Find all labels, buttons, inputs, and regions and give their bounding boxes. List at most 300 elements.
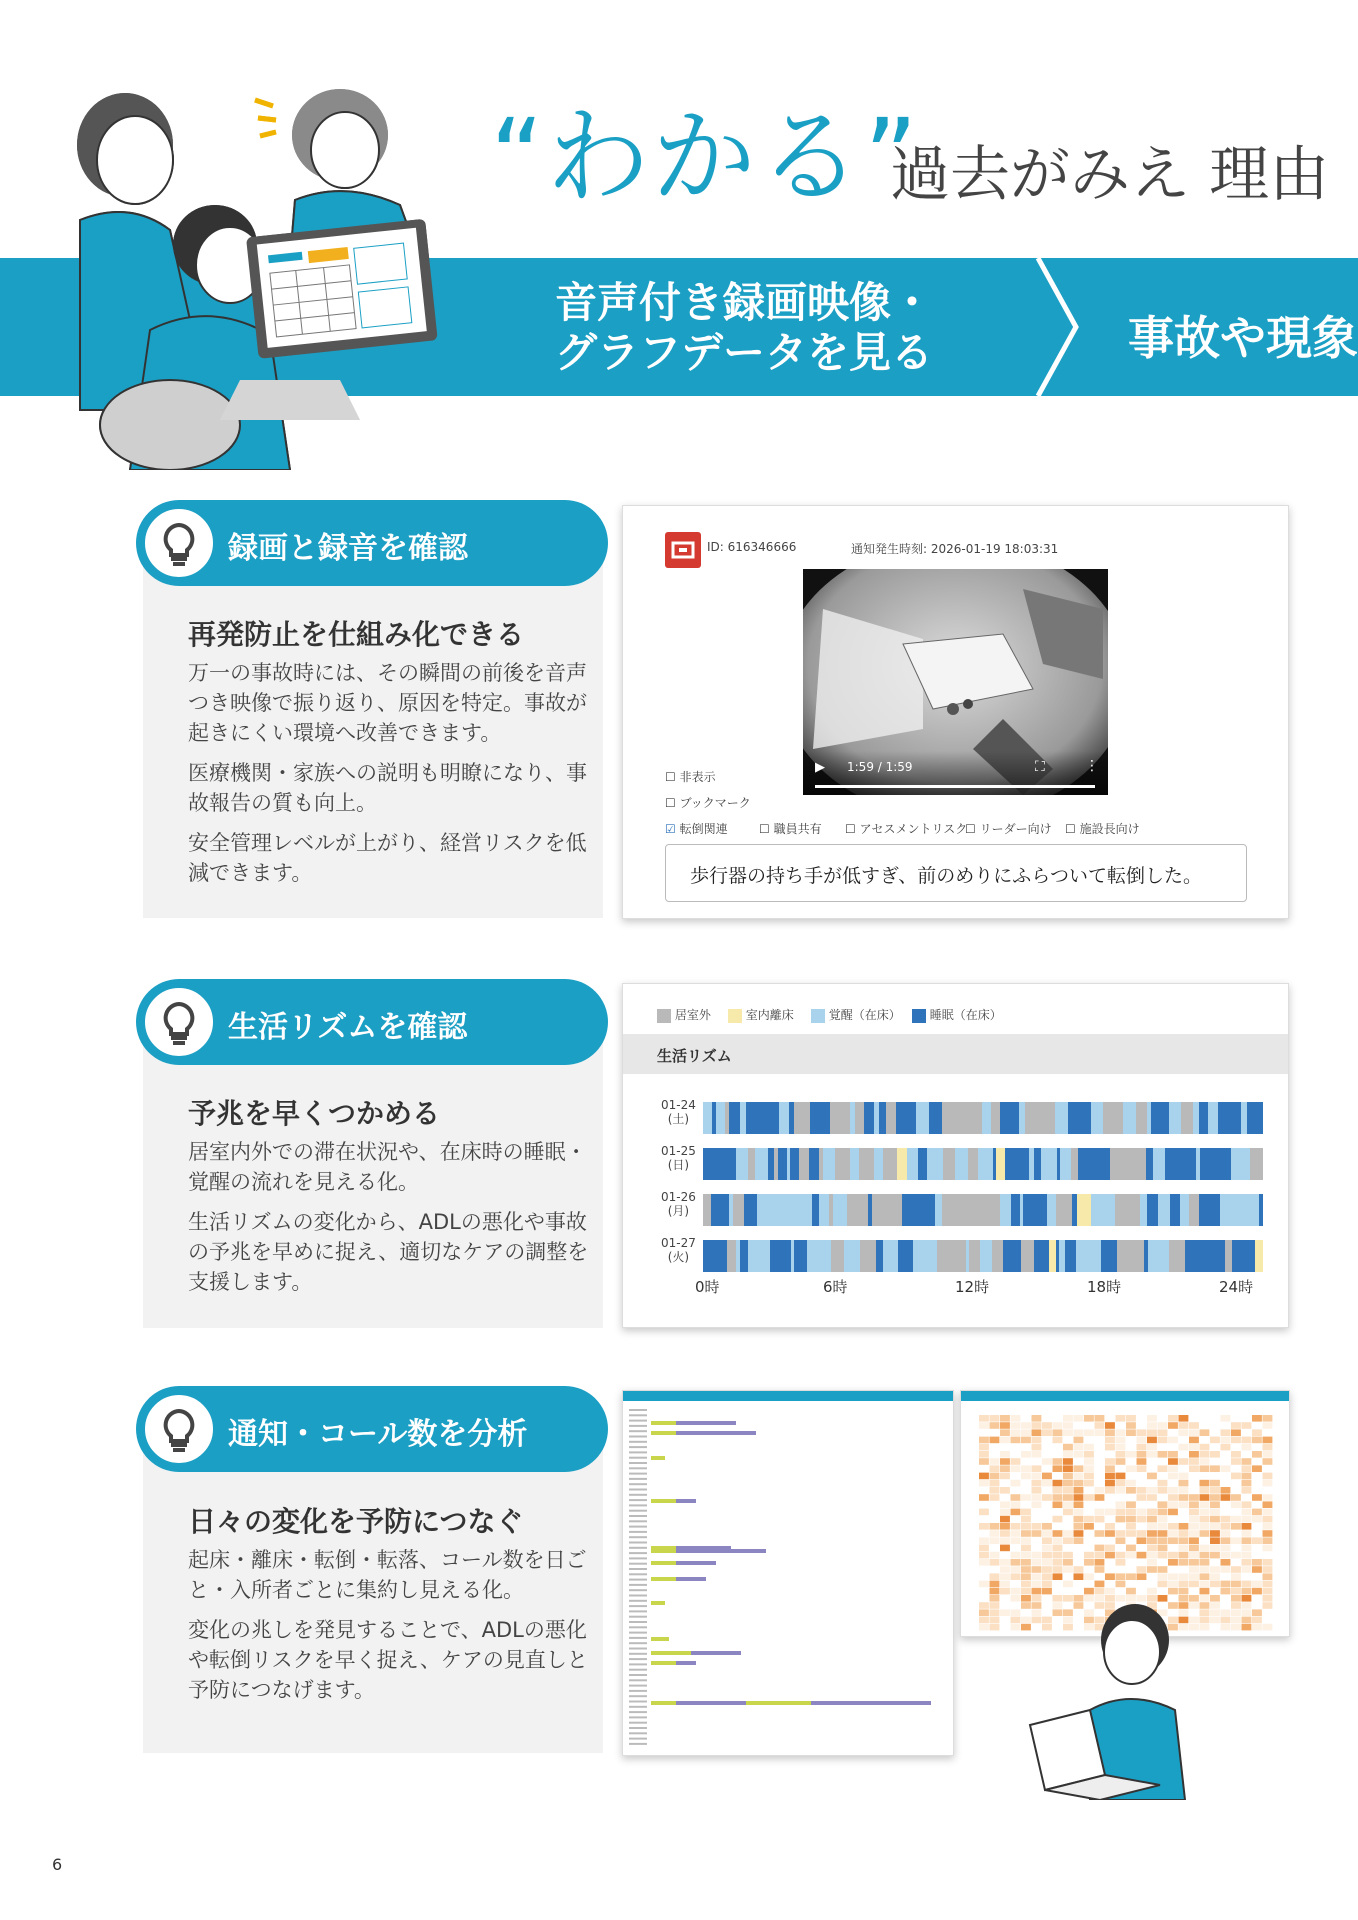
row-label: [629, 1414, 647, 1416]
heatmap-cell: [1200, 1422, 1210, 1429]
heatmap-cell: [1126, 1588, 1136, 1595]
heatmap-cell: [1126, 1437, 1136, 1444]
heatmap-cell: [1042, 1509, 1052, 1516]
heatmap-cell: [1084, 1415, 1094, 1422]
rhythm-segment: [978, 1148, 993, 1180]
heatmap-cell: [1116, 1573, 1126, 1580]
chevron-right-icon: [1030, 258, 1090, 396]
heatmap-cell: [1147, 1501, 1157, 1508]
rhythm-segment: [729, 1102, 740, 1134]
heatmap-cell: [1263, 1437, 1273, 1444]
heatmap-cell: [1116, 1480, 1126, 1487]
paragraph: 変化の兆しを発見することで、ADLの悪化や転倒リスクを早く捉え、ケアの見直しと予防につなげます。: [188, 1618, 588, 1702]
heatmap-cell: [1063, 1566, 1073, 1573]
heatmap-cell: [1221, 1537, 1231, 1544]
heatmap-cell: [1221, 1451, 1231, 1458]
row-label: [629, 1653, 647, 1655]
checkbox-hide[interactable]: ☐ 非表示: [665, 770, 716, 784]
rhythm-segment: [1169, 1102, 1181, 1134]
heatmap-cell: [1074, 1545, 1084, 1552]
heatmap-cell: [1147, 1566, 1157, 1573]
heatmap-cell: [1242, 1537, 1252, 1544]
heatmap-cell: [1137, 1530, 1147, 1537]
heatmap-cell: [1242, 1559, 1252, 1566]
heatmap-cell: [990, 1429, 1000, 1436]
heatmap-cell: [1210, 1530, 1220, 1537]
heatmap-cell: [1210, 1487, 1220, 1494]
rhythm-segment: [1173, 1194, 1177, 1226]
heatmap-cell: [1168, 1415, 1178, 1422]
heatmap-cell: [1168, 1501, 1178, 1508]
heatmap-cell: [990, 1480, 1000, 1487]
rhythm-segment: [746, 1102, 758, 1134]
row-label: [629, 1552, 647, 1554]
heatmap-cell: [990, 1545, 1000, 1552]
heatmap-cell: [1021, 1552, 1031, 1559]
heatmap-cell: [1053, 1566, 1063, 1573]
heatmap-cell: [1158, 1573, 1168, 1580]
rhythm-segment: [823, 1148, 835, 1180]
heatmap-cell: [1053, 1487, 1063, 1494]
paragraph: 安全管理レベルが上がり、経営リスクを低減できます。: [188, 831, 587, 885]
heatmap-cell: [1095, 1473, 1105, 1480]
rhythm-segment: [703, 1240, 716, 1272]
heatmap-cell: [979, 1487, 989, 1494]
heatmap-cell: [1032, 1537, 1042, 1544]
heatmap-cell: [1252, 1595, 1262, 1602]
heatmap-cell: [1074, 1566, 1084, 1573]
rhythm-segment: [1057, 1148, 1060, 1180]
heatmap-cell: [1105, 1588, 1115, 1595]
heatmap-cell: [1263, 1422, 1273, 1429]
rhythm-segment: [766, 1240, 770, 1272]
heatmap-cell: [1200, 1559, 1210, 1566]
heatmap-cell: [1126, 1473, 1136, 1480]
row-label: [629, 1716, 647, 1718]
heatmap-cell: [1000, 1458, 1010, 1465]
heatmap-cell: [1053, 1473, 1063, 1480]
rhythm-segment: [831, 1240, 844, 1272]
heatmap-cell: [1231, 1422, 1241, 1429]
heatmap-cell: [1011, 1545, 1021, 1552]
checkbox-staff-share[interactable]: ☐ 職員共有: [759, 822, 822, 836]
heatmap-cell: [1105, 1581, 1115, 1588]
heatmap-cell: [1032, 1588, 1042, 1595]
heatmap-cell: [1126, 1581, 1136, 1588]
pill-label-recording: 録画と録音を確認: [228, 531, 468, 566]
comment-field[interactable]: [665, 844, 1247, 902]
checkbox-fall[interactable]: ☑ 転倒関連: [665, 822, 728, 836]
heatmap-cell: [1000, 1444, 1010, 1451]
heatmap-cell: [1032, 1559, 1042, 1566]
rhythm-segment: [1003, 1240, 1017, 1272]
heatmap-cell: [1231, 1595, 1241, 1602]
heatmap-cell: [1084, 1573, 1094, 1580]
heatmap-cell: [1263, 1537, 1273, 1544]
heatmap-cell: [1210, 1458, 1220, 1465]
heatmap-cell: [1011, 1494, 1021, 1501]
heatmap-cell: [1221, 1501, 1231, 1508]
heatmap-cell: [1137, 1581, 1147, 1588]
heatmap-cell: [1168, 1437, 1178, 1444]
heatmap-cell: [990, 1415, 1000, 1422]
heatmap-cell: [1105, 1480, 1115, 1487]
heatmap-cell: [1084, 1487, 1094, 1494]
heatmap-cell: [1021, 1437, 1031, 1444]
heatmap-cell: [1063, 1473, 1073, 1480]
row-label: [629, 1589, 647, 1591]
heatmap-cell: [1095, 1537, 1105, 1544]
row-label: [629, 1669, 647, 1671]
rhythm-segment: [796, 1194, 812, 1226]
heatmap-cell: [1189, 1444, 1199, 1451]
video-controls: [803, 751, 1108, 795]
row-label: [629, 1531, 647, 1533]
heatmap-cell: [1137, 1415, 1147, 1422]
heatmap-cell: [1231, 1624, 1241, 1631]
heatmap-cell: [1147, 1458, 1157, 1465]
heatmap-cell: [1011, 1509, 1021, 1516]
bar-segment: [651, 1577, 676, 1581]
heatmap-cell: [1000, 1451, 1010, 1458]
rhythm-segment: [1023, 1194, 1032, 1226]
row-label: [629, 1420, 647, 1422]
heatmap-cell: [1137, 1429, 1147, 1436]
rhythm-segment: [872, 1194, 880, 1226]
heatmap-cell: [1231, 1523, 1241, 1530]
heatmap-cell: [1042, 1545, 1052, 1552]
heatmap-cell: [1126, 1422, 1136, 1429]
heatmap-cell: [1242, 1473, 1252, 1480]
heatmap-cell: [1095, 1451, 1105, 1458]
rhythm-segment: [830, 1102, 838, 1134]
heatmap-cell: [1231, 1473, 1241, 1480]
row-label: [629, 1430, 647, 1432]
heatmap-cell: [1168, 1494, 1178, 1501]
heatmap-cell: [1179, 1509, 1189, 1516]
rhythm-segment: [772, 1194, 786, 1226]
legend-label: 室内離床: [745, 1008, 794, 1022]
heatmap-cell: [1189, 1523, 1199, 1530]
row-label: [629, 1722, 647, 1724]
heatmap-cell: [1221, 1559, 1231, 1566]
heatmap-cell: [1021, 1487, 1031, 1494]
legend-swatch: [811, 1009, 825, 1023]
rhythm-segment: [739, 1148, 748, 1180]
more-options-icon[interactable]: ⋮: [1085, 758, 1099, 774]
rhythm-segment: [1059, 1240, 1065, 1272]
heatmap-cell: [1263, 1530, 1273, 1537]
heatmap-cell: [1147, 1588, 1157, 1595]
row-label: [629, 1409, 647, 1411]
heatmap-cell: [1242, 1444, 1252, 1451]
row-label: [629, 1690, 647, 1692]
heatmap-cell: [1137, 1509, 1147, 1516]
rhythm-segment: [733, 1194, 744, 1226]
row-label: [629, 1536, 647, 1538]
heatmap-cell: [1074, 1581, 1084, 1588]
heatmap-cell: [1084, 1588, 1094, 1595]
heatmap-cell: [1252, 1609, 1262, 1616]
checkbox-director[interactable]: ☐ 施設長向け: [1065, 822, 1140, 836]
heatmap-cell: [1116, 1530, 1126, 1537]
play-icon[interactable]: ▶: [815, 760, 825, 775]
section-body-analysis: [188, 1545, 598, 1715]
heatmap-cell: [1231, 1444, 1241, 1451]
rhythm-segment: [1236, 1194, 1251, 1226]
heatmap-cell: [1126, 1537, 1136, 1544]
checkbox-leader[interactable]: ☐ リーダー向け: [965, 822, 1052, 836]
heatmap-cell: [1042, 1415, 1052, 1422]
heatmap-cell: [1116, 1523, 1126, 1530]
pill-label-analysis: 通知・コール数を分析: [228, 1417, 528, 1452]
call-count-bar-screen: [622, 1390, 954, 1756]
heatmap-cell: [1189, 1501, 1199, 1508]
heatmap-cell: [1042, 1573, 1052, 1580]
rhythm-segment: [1046, 1240, 1049, 1272]
paragraph: 医療機関・家族への説明も明瞭になり、事故報告の質も向上。: [188, 761, 587, 815]
rhythm-segment: [1255, 1240, 1263, 1272]
heatmap-cell: [1126, 1566, 1136, 1573]
rhythm-segment: [1017, 1240, 1021, 1272]
rhythm-segment: [1056, 1194, 1072, 1226]
heatmap-cell: [1074, 1458, 1084, 1465]
row-label: [629, 1499, 647, 1501]
heatmap-cell: [1221, 1617, 1231, 1624]
legend-swatch: [657, 1009, 671, 1023]
heatmap-cell: [1000, 1530, 1010, 1537]
rhythm-segment: [968, 1148, 978, 1180]
heatmap-cell: [1063, 1444, 1073, 1451]
section-heading-rhythm: 予兆を早くつかめる: [188, 1097, 441, 1130]
heatmap-cell: [1126, 1509, 1136, 1516]
video-player[interactable]: [803, 569, 1108, 795]
row-label: [629, 1573, 647, 1575]
rhythm-segment: [744, 1194, 750, 1226]
heatmap-cell: [1221, 1465, 1231, 1472]
heatmap-cell: [1252, 1617, 1262, 1624]
row-label: [629, 1727, 647, 1729]
heatmap-cell: [1000, 1573, 1010, 1580]
rhythm-segment: [986, 1240, 992, 1272]
heatmap-cell: [1063, 1530, 1073, 1537]
heatmap-cell: [1200, 1595, 1210, 1602]
heatmap-cell: [1242, 1509, 1252, 1516]
heatmap-cell: [1032, 1530, 1042, 1537]
rhythm-segment: [1055, 1102, 1068, 1134]
heatmap-cell: [1095, 1509, 1105, 1516]
video-progress-bar[interactable]: [815, 785, 1095, 788]
rhythm-segment: [1232, 1102, 1241, 1134]
rhythm-segment: [1244, 1148, 1250, 1180]
rhythm-segment: [1110, 1148, 1125, 1180]
heatmap-cell: [1032, 1581, 1042, 1588]
rhythm-segment: [1086, 1240, 1089, 1272]
rhythm-segment: [1078, 1148, 1089, 1180]
day-dow: (月): [667, 1204, 690, 1218]
rhythm-segment: [1148, 1240, 1158, 1272]
heatmap-cell: [1000, 1609, 1010, 1616]
rhythm-segment: [819, 1240, 822, 1272]
heatmap-cell: [1179, 1537, 1189, 1544]
row-label: [629, 1504, 647, 1506]
heatmap-cell: [1242, 1465, 1252, 1472]
heatmap-cell: [1084, 1501, 1094, 1508]
heatmap-cell: [1074, 1451, 1084, 1458]
rhythm-segment: [1118, 1194, 1129, 1226]
heatmap-cell: [1053, 1480, 1063, 1487]
row-label: [629, 1637, 647, 1639]
heatmap-cell: [1179, 1523, 1189, 1530]
illustration-overlay: [40, 80, 480, 470]
heatmap-cell: [1158, 1501, 1168, 1508]
heatmap-cell: [1252, 1451, 1262, 1458]
rhythm-segment: [712, 1102, 716, 1134]
heatmap-cell: [1021, 1429, 1031, 1436]
heatmap-cell: [1063, 1523, 1073, 1530]
heatmap-cell: [1084, 1451, 1094, 1458]
heatmap-cell: [1011, 1429, 1021, 1436]
heatmap-cell: [1252, 1465, 1262, 1472]
heatmap-cell: [1168, 1509, 1178, 1516]
heatmap-cell: [1000, 1617, 1010, 1624]
heatmap-cell: [1011, 1465, 1021, 1472]
rhythm-segment: [944, 1240, 948, 1272]
heatmap-cell: [1158, 1451, 1168, 1458]
heatmap-cell: [1000, 1559, 1010, 1566]
rhythm-segment: [729, 1194, 733, 1226]
heatmap-cell: [1252, 1566, 1262, 1573]
row-label: [629, 1706, 647, 1708]
heatmap-cell: [1189, 1516, 1199, 1523]
day-label: [661, 1236, 696, 1264]
row-label: [629, 1451, 647, 1453]
rhythm-segment: [942, 1194, 956, 1226]
heatmap-cell: [1168, 1559, 1178, 1566]
heatmap-cell: [1263, 1609, 1273, 1616]
legend-item-sleep: [912, 1008, 1002, 1022]
heatmap-cell: [1084, 1480, 1094, 1487]
rhythm-segment: [1011, 1194, 1020, 1226]
rhythm-segment: [1103, 1102, 1109, 1134]
rhythm-segment: [1225, 1240, 1232, 1272]
heatmap-cell: [1168, 1566, 1178, 1573]
heatmap-cell: [1032, 1465, 1042, 1472]
heatmap-cell: [1158, 1559, 1168, 1566]
heatmap-cell: [1189, 1473, 1199, 1480]
bar-segment: [651, 1661, 676, 1665]
fullscreen-icon[interactable]: ⛶: [1035, 759, 1045, 775]
heatmap-cell: [1074, 1429, 1084, 1436]
rhythm-segment: [1025, 1102, 1040, 1134]
call-count-bars: [623, 1401, 953, 1755]
heatmap-cell: [1105, 1437, 1115, 1444]
heatmap-cell: [990, 1595, 1000, 1602]
heatmap-cell: [1053, 1552, 1063, 1559]
checkbox-bookmark[interactable]: ☐ ブックマーク: [665, 796, 751, 810]
heatmap-cell: [1000, 1494, 1010, 1501]
heatmap-cell: [1147, 1523, 1157, 1530]
heatmap-cell: [1263, 1595, 1273, 1602]
rhythm-segment: [1147, 1102, 1151, 1134]
rhythm-segment: [789, 1102, 794, 1134]
heatmap-cell: [990, 1473, 1000, 1480]
rhythm-segment: [1204, 1102, 1208, 1134]
rhythm-segment: [711, 1194, 725, 1226]
heatmap-cell: [1231, 1429, 1241, 1436]
rhythm-segment: [984, 1194, 990, 1226]
heatmap-cell: [979, 1494, 989, 1501]
rhythm-segment: [913, 1240, 921, 1272]
heatmap-cell: [1000, 1422, 1010, 1429]
heatmap-cell: [1263, 1451, 1273, 1458]
heatmap-cell: [1032, 1451, 1042, 1458]
heatmap-cell: [1116, 1487, 1126, 1494]
heatmap-cell: [1179, 1559, 1189, 1566]
heatmap-cell: [1105, 1559, 1115, 1566]
heatmap-cell: [990, 1609, 1000, 1616]
heatmap-cell: [1095, 1566, 1105, 1573]
row-label: [629, 1547, 647, 1549]
rhythm-segment: [810, 1102, 814, 1134]
heatmap-cell: [1147, 1480, 1157, 1487]
rhythm-segment: [1127, 1102, 1136, 1134]
heatmap-cell: [1000, 1602, 1010, 1609]
heatmap-cell: [1189, 1530, 1199, 1537]
heatmap-cell: [1074, 1494, 1084, 1501]
rhythm-segment: [725, 1102, 729, 1134]
heatmap-cell: [1126, 1501, 1136, 1508]
rhythm-segment: [786, 1194, 792, 1226]
rhythm-segment: [921, 1240, 926, 1272]
lightbulb-icon: [140, 983, 218, 1061]
rhythm-segment: [1112, 1102, 1123, 1134]
heatmap-cell: [1242, 1545, 1252, 1552]
heatmap-cell: [1042, 1451, 1052, 1458]
notify-time: 通知発生時刻: 2026-01-19 18:03:31: [851, 542, 1059, 556]
rhythm-segment: [1085, 1102, 1091, 1134]
row-label: [629, 1441, 647, 1443]
heatmap-cell: [1263, 1444, 1273, 1451]
heatmap-cell: [1105, 1487, 1115, 1494]
heatmap-cell: [1231, 1487, 1241, 1494]
heatmap-cell: [1179, 1437, 1189, 1444]
checkbox-assessment[interactable]: ☐ アセスメントリスク: [845, 822, 968, 836]
heatmap-cell: [1263, 1487, 1273, 1494]
heatmap-cell: [1179, 1530, 1189, 1537]
row-label: [629, 1446, 647, 1448]
heatmap-cell: [1242, 1415, 1252, 1422]
rhythm-segment: [1101, 1240, 1117, 1272]
heatmap-cell: [1021, 1473, 1031, 1480]
heatmap-cell: [1200, 1458, 1210, 1465]
window-titlebar: [961, 1391, 1289, 1401]
heatmap-cell: [1168, 1465, 1178, 1472]
rhythm-segment: [868, 1194, 872, 1226]
rhythm-segment: [1021, 1240, 1034, 1272]
heatmap-cell: [1000, 1624, 1010, 1631]
heatmap-cell: [1053, 1509, 1063, 1516]
heatmap-cell: [1252, 1559, 1262, 1566]
heatmap-cell: [1063, 1422, 1073, 1429]
heatmap-cell: [1263, 1573, 1273, 1580]
heatmap-cell: [1200, 1480, 1210, 1487]
heatmap-cell: [1210, 1509, 1220, 1516]
row-label: [629, 1478, 647, 1480]
heatmap-cell: [1210, 1415, 1220, 1422]
rhythm-segment: [1082, 1240, 1086, 1272]
heatmap-cell: [1210, 1566, 1220, 1573]
